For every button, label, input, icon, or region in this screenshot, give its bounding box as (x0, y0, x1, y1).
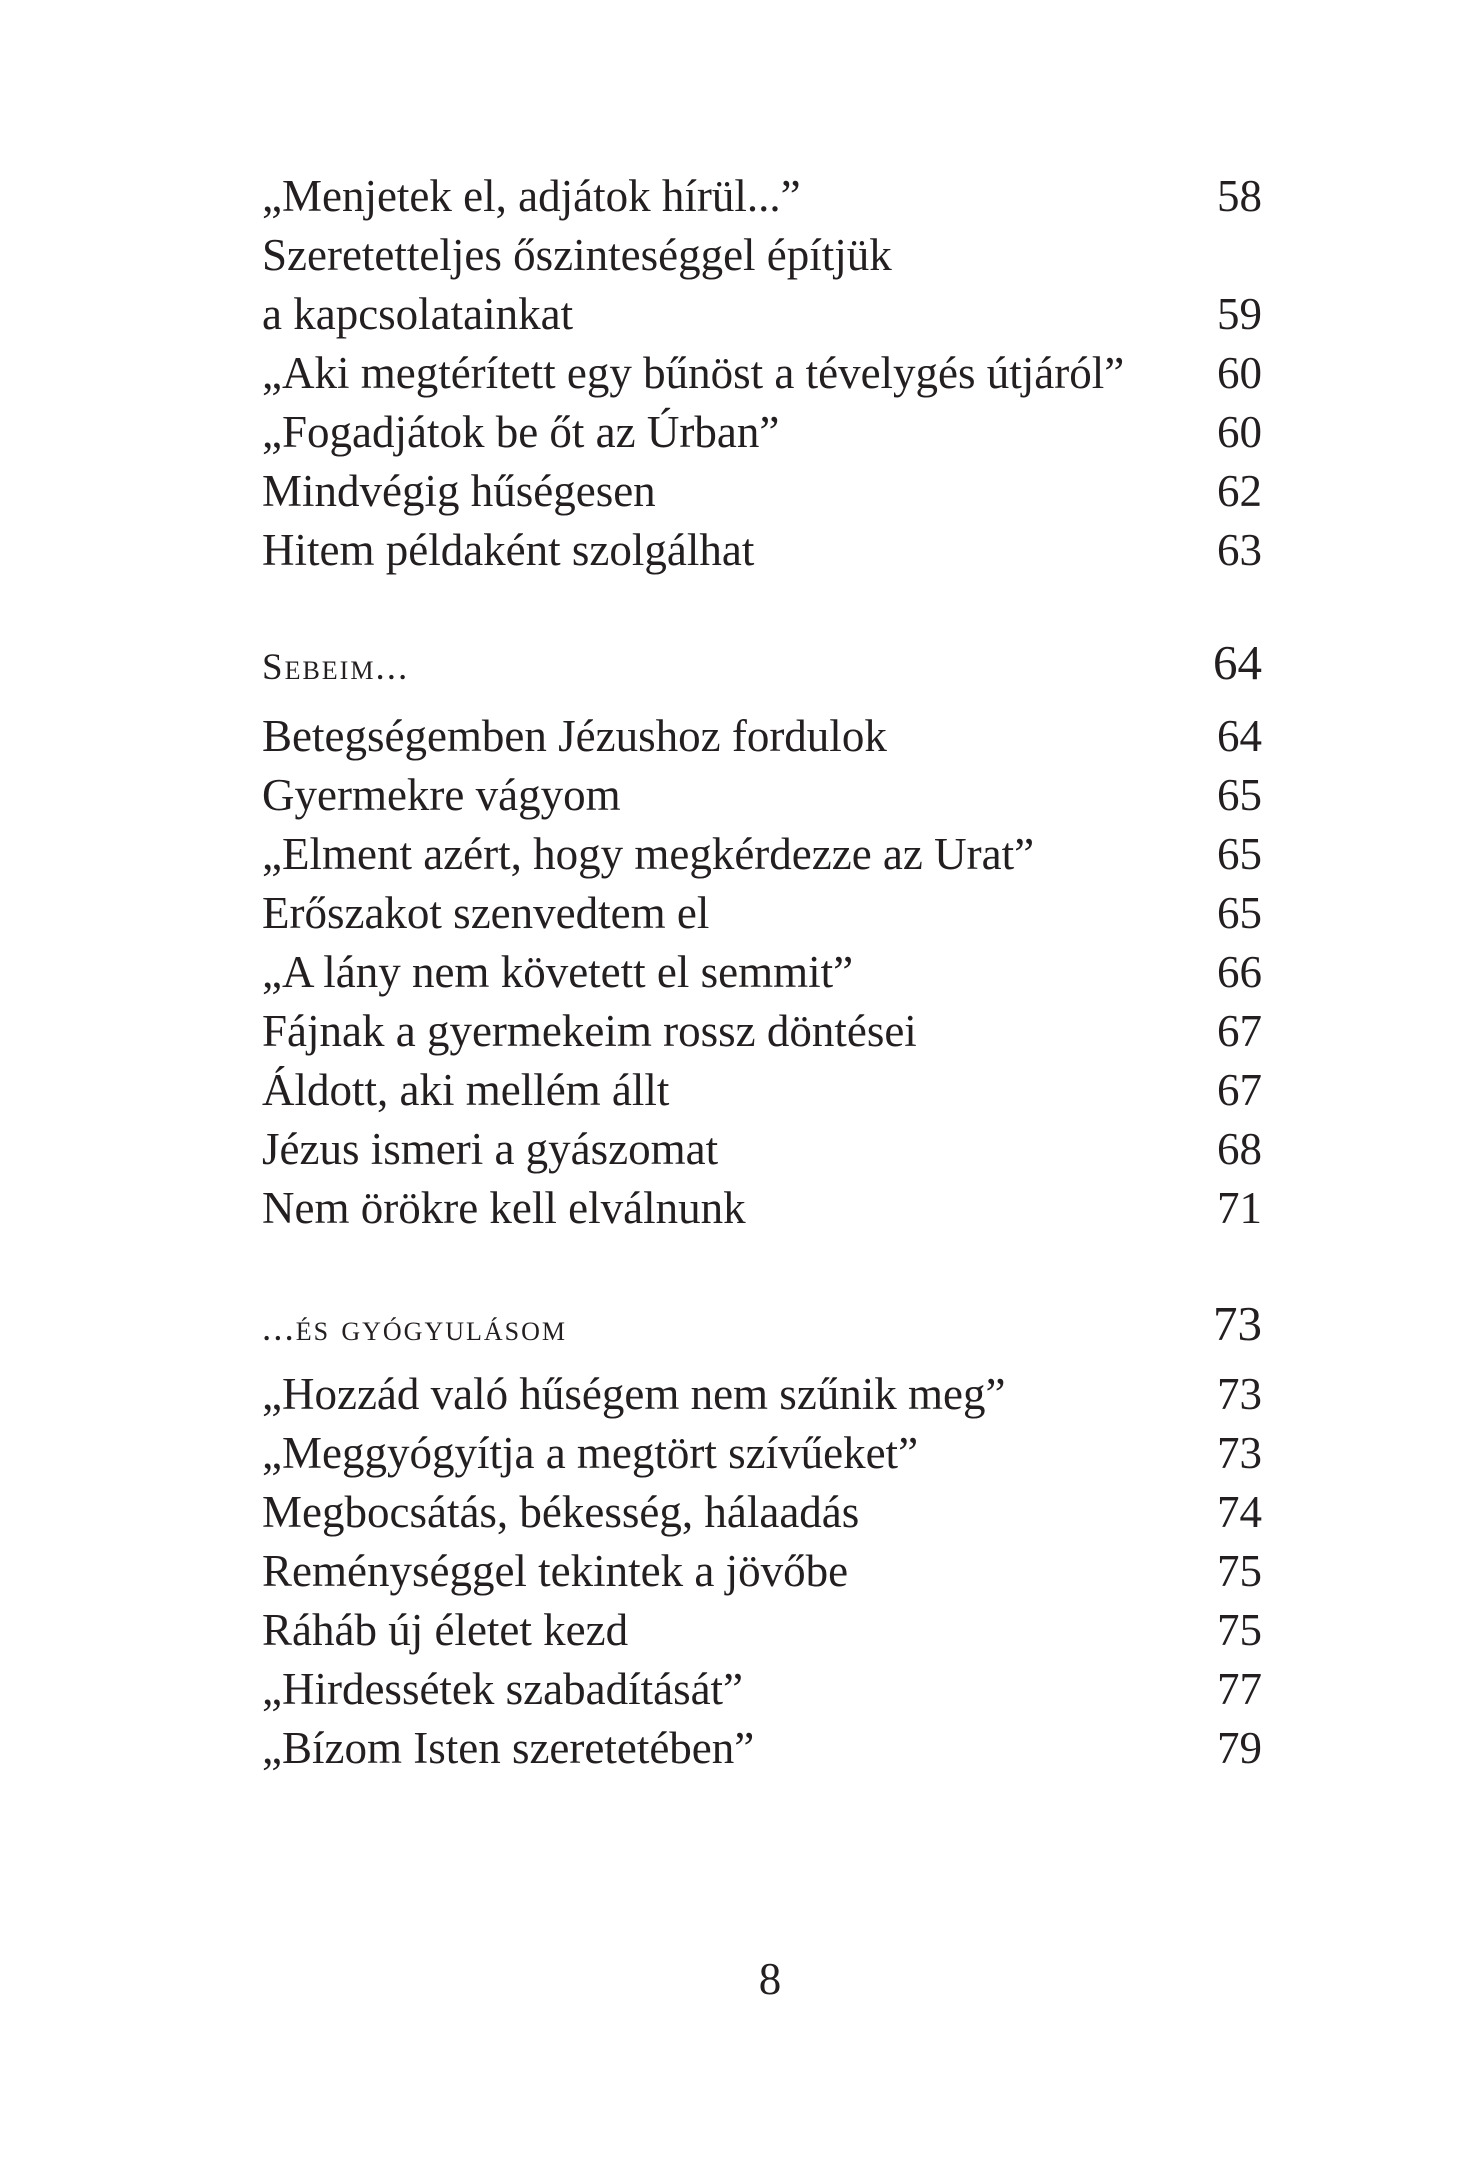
toc-entry-title: Fájnak a gyermekeim rossz döntései (262, 1006, 917, 1056)
toc-entry-page: 66 (1217, 947, 1262, 997)
toc-entry-title: Hitem példaként szolgálhat (262, 525, 755, 575)
toc-entry (262, 462, 1262, 521)
toc-entry-title: Megbocsátás, békesség, hálaadás (262, 1487, 860, 1537)
toc-entry (262, 167, 1262, 226)
toc-entry (262, 285, 1262, 344)
toc-entry (262, 1002, 1262, 1061)
section-page: 64 (1213, 635, 1262, 690)
page-number: 8 (758, 1954, 782, 2004)
toc-entry-page: 65 (1217, 888, 1262, 938)
toc-entry-title: Betegségemben Jézushoz fordulok (262, 711, 887, 761)
toc-entry-page: 58 (1217, 171, 1262, 221)
toc-entry-page: 71 (1217, 1183, 1262, 1233)
toc-entry-page: 77 (1217, 1664, 1262, 1714)
toc-entry-page: 59 (1217, 289, 1262, 339)
toc-entry-title: „Hozzád való hűségem nem szűnik meg” (262, 1369, 1006, 1419)
toc-entry-title: „Aki megtérített egy bűnöst a tévelygés útjáról” (262, 348, 1125, 398)
toc-entry (262, 1601, 1262, 1660)
table-of-contents (262, 167, 1262, 1778)
toc-entry-title: Áldott, aki mellém állt (262, 1065, 670, 1115)
toc-entry-title: „Bízom Isten szeretetében” (262, 1723, 755, 1773)
toc-entry-title: „Menjetek el, adjátok hírül...” (262, 171, 801, 221)
toc-entry-page: 67 (1217, 1006, 1262, 1056)
toc-entry-title: „Fogadjátok be őt az Úrban” (262, 407, 780, 457)
toc-entry (262, 825, 1262, 884)
toc-entry-page: 63 (1217, 525, 1262, 575)
toc-entry-page: 64 (1217, 711, 1262, 761)
toc-entry-page: 67 (1217, 1065, 1262, 1115)
toc-entry-title: Reménységgel tekintek a jövőbe (262, 1546, 849, 1596)
toc-entry-title: Nem örökre kell elválnunk (262, 1183, 746, 1233)
toc-entry-page: 68 (1217, 1124, 1262, 1174)
toc-entry-page: 60 (1217, 348, 1262, 398)
toc-entry (262, 1424, 1262, 1483)
toc-entry (262, 403, 1262, 462)
toc-entry (262, 1061, 1262, 1120)
toc-entry (262, 707, 1262, 766)
section-page: 73 (1213, 1296, 1262, 1351)
toc-entry (262, 1179, 1262, 1238)
toc-entry-title: „Hirdessétek szabadítását” (262, 1664, 744, 1714)
toc-entry (262, 1719, 1262, 1778)
toc-entry-title: „Meggyógyítja a megtört szívűeket” (262, 1428, 919, 1478)
toc-entry-title: Szeretetteljes őszinteséggel építjük (262, 230, 892, 280)
toc-entry-title: Ráháb új életet kezd (262, 1605, 629, 1655)
toc-entry-title: „A lány nem követett el semmit” (262, 947, 854, 997)
section-title: Sebeim... (262, 647, 410, 688)
toc-entry-page: 75 (1217, 1546, 1262, 1596)
toc-entry-page: 73 (1217, 1428, 1262, 1478)
toc-entry-page: 65 (1217, 770, 1262, 820)
toc-entry-title: Erőszakot szenvedtem el (262, 888, 710, 938)
toc-entry-page: 62 (1217, 466, 1262, 516)
toc-entry (262, 1483, 1262, 1542)
toc-section-heading (262, 633, 1262, 692)
toc-entry-title: „Elment azért, hogy megkérdezze az Urat” (262, 829, 1035, 879)
toc-entry-page: 74 (1217, 1487, 1262, 1537)
toc-entry-page: 79 (1217, 1723, 1262, 1773)
section-title: ...és gyógyulásom (262, 1308, 568, 1349)
toc-entry (262, 226, 1262, 285)
toc-entry-title: Gyermekre vágyom (262, 770, 621, 820)
toc-entry-page: 65 (1217, 829, 1262, 879)
toc-entry-page: 75 (1217, 1605, 1262, 1655)
toc-entry (262, 521, 1262, 580)
toc-entry (262, 943, 1262, 1002)
toc-entry-page: 60 (1217, 407, 1262, 457)
toc-entry-title: Jézus ismeri a gyászomat (262, 1124, 719, 1174)
toc-entry-page: 73 (1217, 1369, 1262, 1419)
toc-entry (262, 1542, 1262, 1601)
toc-entry (262, 1660, 1262, 1719)
toc-entry-title: Mindvégig hűségesen (262, 466, 656, 516)
toc-entry (262, 766, 1262, 825)
toc-section-heading (262, 1294, 1262, 1353)
toc-entry (262, 1365, 1262, 1424)
toc-entry-title: a kapcsolatainkat (262, 289, 574, 339)
toc-entry (262, 1120, 1262, 1179)
toc-entry (262, 344, 1262, 403)
toc-entry (262, 884, 1262, 943)
